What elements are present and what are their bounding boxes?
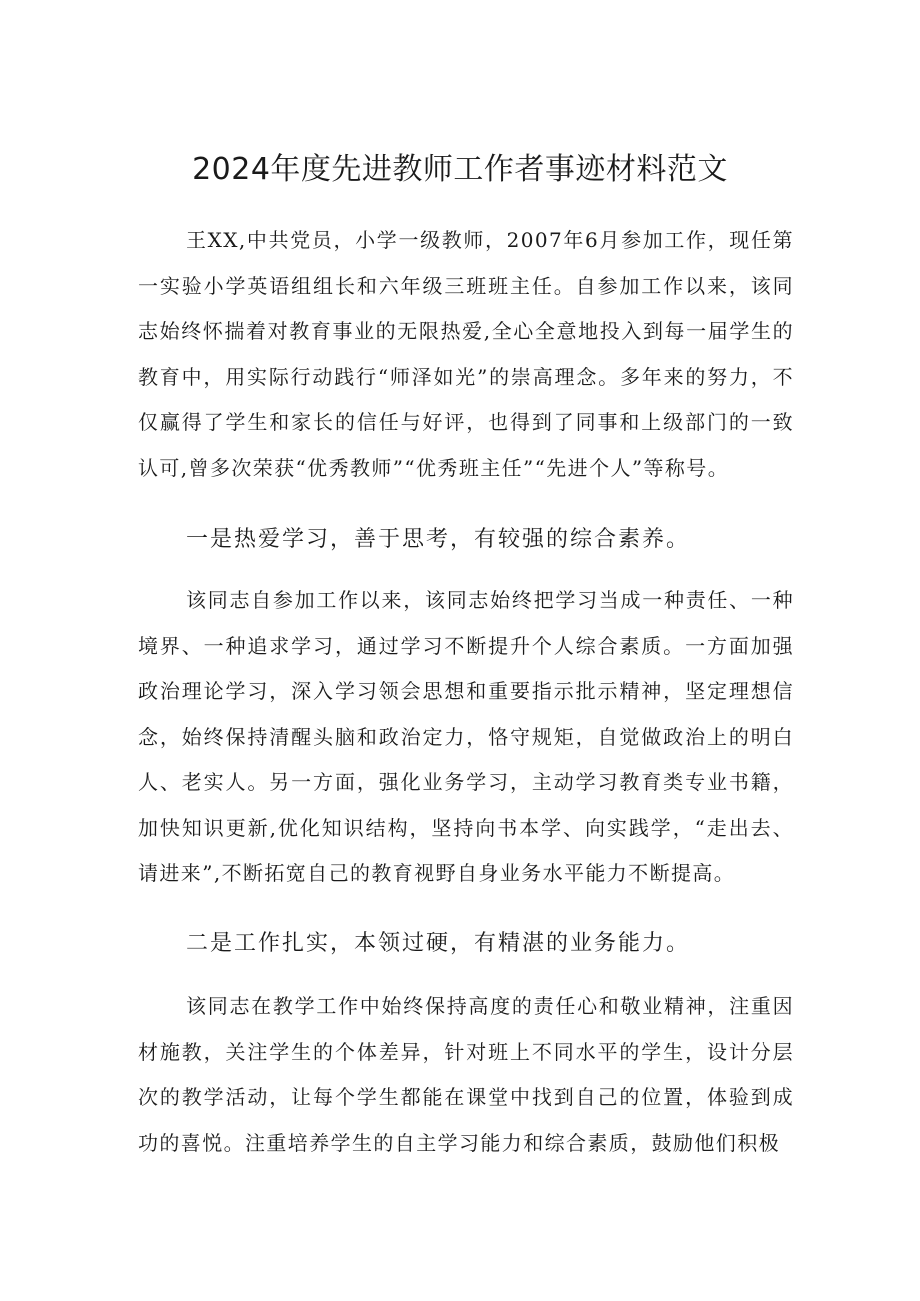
document-title: 2024年度先进教师工作者事迹材料范文 [192,152,728,187]
section-heading-2: 二是工作扎实，本领过硬，有精湛的业务能力。 [186,931,691,956]
intro-paragraph: 王XX,中共党员，小学一级教师，2007年6月参加工作，现任第一实验小学英语组组长和六年级三班班主任。自参加工作以来，该同志始终怀揣着对教育事业的无限热爱,全心全意地投入到每一届学生的教育中，用实际行动践行“师泽如光”的崇高理念。多年来的努力，不仅赢得了学生和家长的信任与好评，也得到了同事和上级部门的一致认可,曾多次荣获“优秀教师”“优秀班主任”“先进个人”等称号。 [138,228,794,480]
section-heading-1: 一是热爱学习，善于思考，有较强的综合素养。 [186,527,691,552]
section-1-paragraph: 该同志自参加工作以来，该同志始终把学习当成一种责任、一种境界、一种追求学习，通过学习不断提升个人综合素质。一方面加强政治理论学习，深入学习领会思想和重要指示批示精神，坚定理想信念，始终保持清醒头脑和政治定力，恪守规矩，自觉做政治上的明白人、老实人。另一方面，强化业务学习，主动学习教育类专业书籍，加快知识更新,优化知识结构，坚持向书本学、向实践学，“走出去、请进来”,不断拓宽自己的教育视野自身业务水平能力不断提高。 [138,588,794,885]
section-2-paragraph: 该同志在教学工作中始终保持高度的责任心和敬业精神，注重因材施教，关注学生的个体差异，针对班上不同水平的学生，设计分层次的教学活动，让每个学生都能在课堂中找到自己的位置，体验到成功的喜悦。注重培养学生的自主学习能力和综合素质，鼓励他们积极 [138,994,794,1155]
